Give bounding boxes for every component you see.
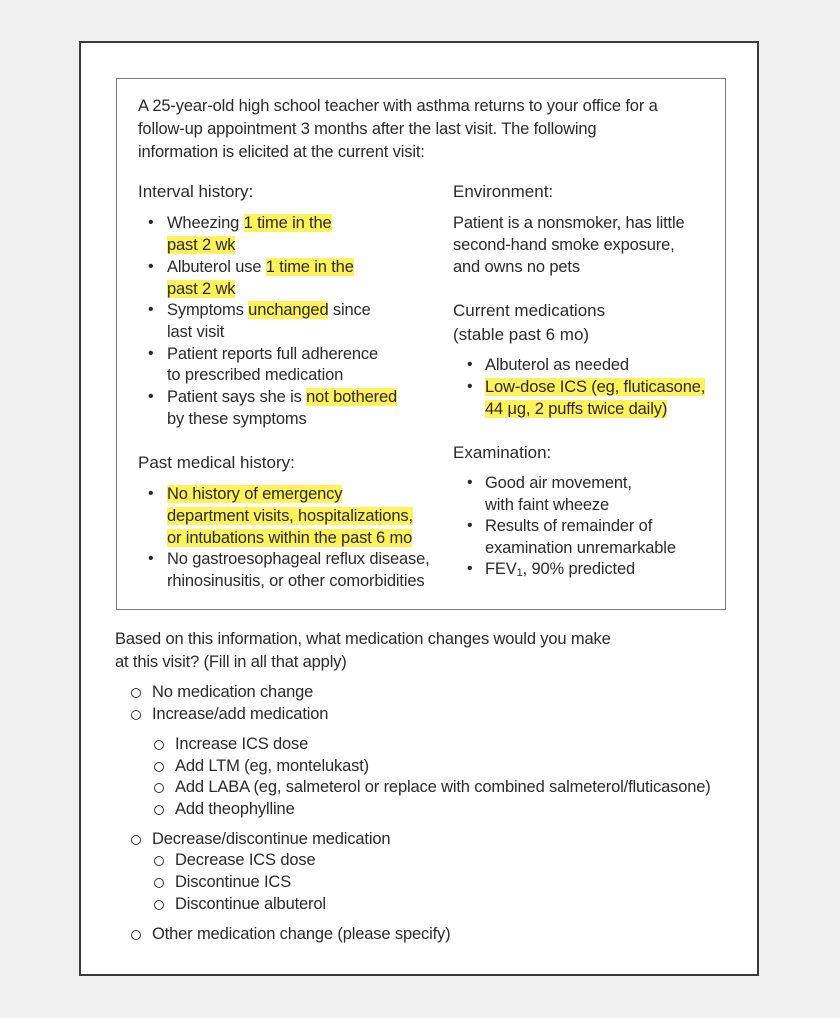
option-increase-ics-label: Increase ICS dose: [175, 735, 309, 753]
bullet-icon: •: [467, 356, 473, 373]
interval-item-4: Patient reports full adherence: [167, 345, 379, 363]
option-increase-label: Increase/add medication: [152, 705, 329, 723]
bullet-icon: •: [148, 214, 154, 231]
option-discontinue-ics-label: Discontinue ICS: [175, 873, 292, 891]
interval-item-2-cont: past 2 wk: [167, 280, 236, 298]
examination-heading: Examination:: [453, 443, 552, 462]
exam-item-2: Results of remainder of: [485, 517, 653, 535]
bullet-icon: •: [467, 378, 473, 395]
current-medications-heading: Current medications: [453, 301, 606, 320]
radio-add-laba[interactable]: [154, 783, 164, 793]
radio-discontinue-albuterol[interactable]: [154, 900, 164, 910]
interval-item-2: Albuterol use 1 time in the: [167, 258, 354, 276]
bullet-icon: •: [467, 474, 473, 491]
radio-other[interactable]: [131, 930, 141, 940]
interval-item-5-cont: by these symptoms: [167, 410, 307, 428]
past-medical-history-heading: Past medical history:: [138, 453, 295, 472]
medication-item-1: Albuterol as needed: [485, 356, 629, 374]
interval-item-1: Wheezing 1 time in the: [167, 214, 332, 232]
medication-item-2: Low-dose ICS (eg, fluticasone,: [485, 378, 706, 396]
pmh-item-2-cont: rhinosinusitis, or other comorbidities: [167, 572, 425, 590]
case-intro-line-2: follow-up appointment 3 months after the last visit. The following: [138, 120, 597, 138]
pmh-item-1-cont2: or intubations within the past 6 mo: [167, 529, 413, 547]
option-add-ltm-label: Add LTM (eg, montelukast): [175, 757, 370, 775]
option-other-label: Other medication change (please specify): [152, 925, 451, 943]
option-add-theophylline-label: Add theophylline: [175, 800, 295, 818]
interval-item-4-cont: to prescribed medication: [167, 366, 344, 384]
environment-heading: Environment:: [453, 182, 554, 201]
interval-item-3-cont: last visit: [167, 323, 225, 341]
case-intro-line-1: A 25-year-old high school teacher with asthma returns to your office for a: [138, 97, 658, 115]
option-decrease-ics-label: Decrease ICS dose: [175, 851, 316, 869]
radio-increase-ics[interactable]: [154, 740, 164, 750]
option-discontinue-albuterol-label: Discontinue albuterol: [175, 895, 326, 913]
exam-item-3: $FEV_1$, 90% predicted: [485, 560, 636, 579]
current-medications-subheading: (stable past 6 mo): [453, 325, 590, 344]
bullet-icon: •: [148, 550, 154, 567]
radio-no-change[interactable]: [131, 688, 141, 698]
interval-item-5: Patient says she is not bothered: [167, 388, 398, 406]
pmh-item-1: No history of emergency: [167, 485, 343, 503]
environment-line-3: and owns no pets: [453, 258, 580, 276]
bullet-icon: •: [148, 258, 154, 275]
option-no-change-label: No medication change: [152, 683, 314, 701]
case-intro-line-3: information is elicited at the current visit:: [138, 143, 425, 161]
option-add-laba-label: Add LABA (eg, salmeterol or replace with combined salmeterol/fluticasone): [175, 778, 711, 796]
radio-decrease-ics[interactable]: [154, 856, 164, 866]
interval-item-1-cont: past 2 wk: [167, 236, 236, 254]
exam-item-2-cont: examination unremarkable: [485, 539, 676, 557]
environment-line-2: second-hand smoke exposure,: [453, 236, 675, 254]
bullet-icon: •: [148, 301, 154, 318]
bullet-icon: •: [467, 517, 473, 534]
exam-item-1-cont: with faint wheeze: [485, 496, 610, 514]
radio-add-ltm[interactable]: [154, 762, 164, 772]
question-line-1: Based on this information, what medication changes would you make: [115, 630, 611, 648]
bullet-icon: •: [148, 485, 154, 502]
bullet-icon: •: [148, 345, 154, 362]
bullet-icon: •: [467, 560, 473, 577]
question-line-2: at this visit? (Fill in all that apply): [115, 653, 347, 671]
option-decrease-label: Decrease/discontinue medication: [152, 830, 391, 848]
radio-add-theophylline[interactable]: [154, 805, 164, 815]
pmh-item-2: No gastroesophageal reflux disease,: [167, 550, 430, 568]
medication-item-2-cont: 44 μg, 2 puffs twice daily): [485, 400, 668, 418]
environment-line-1: Patient is a nonsmoker, has little: [453, 214, 685, 232]
page: [79, 41, 759, 976]
exam-item-1: Good air movement,: [485, 474, 632, 492]
bullet-icon: •: [148, 388, 154, 405]
interval-item-3: Symptoms unchanged since: [167, 301, 371, 319]
radio-decrease[interactable]: [131, 835, 141, 845]
interval-history-heading: Interval history:: [138, 182, 254, 201]
radio-increase[interactable]: [131, 710, 141, 720]
radio-discontinue-ics[interactable]: [154, 878, 164, 888]
pmh-item-1-cont: department visits, hospitalizations,: [167, 507, 413, 525]
